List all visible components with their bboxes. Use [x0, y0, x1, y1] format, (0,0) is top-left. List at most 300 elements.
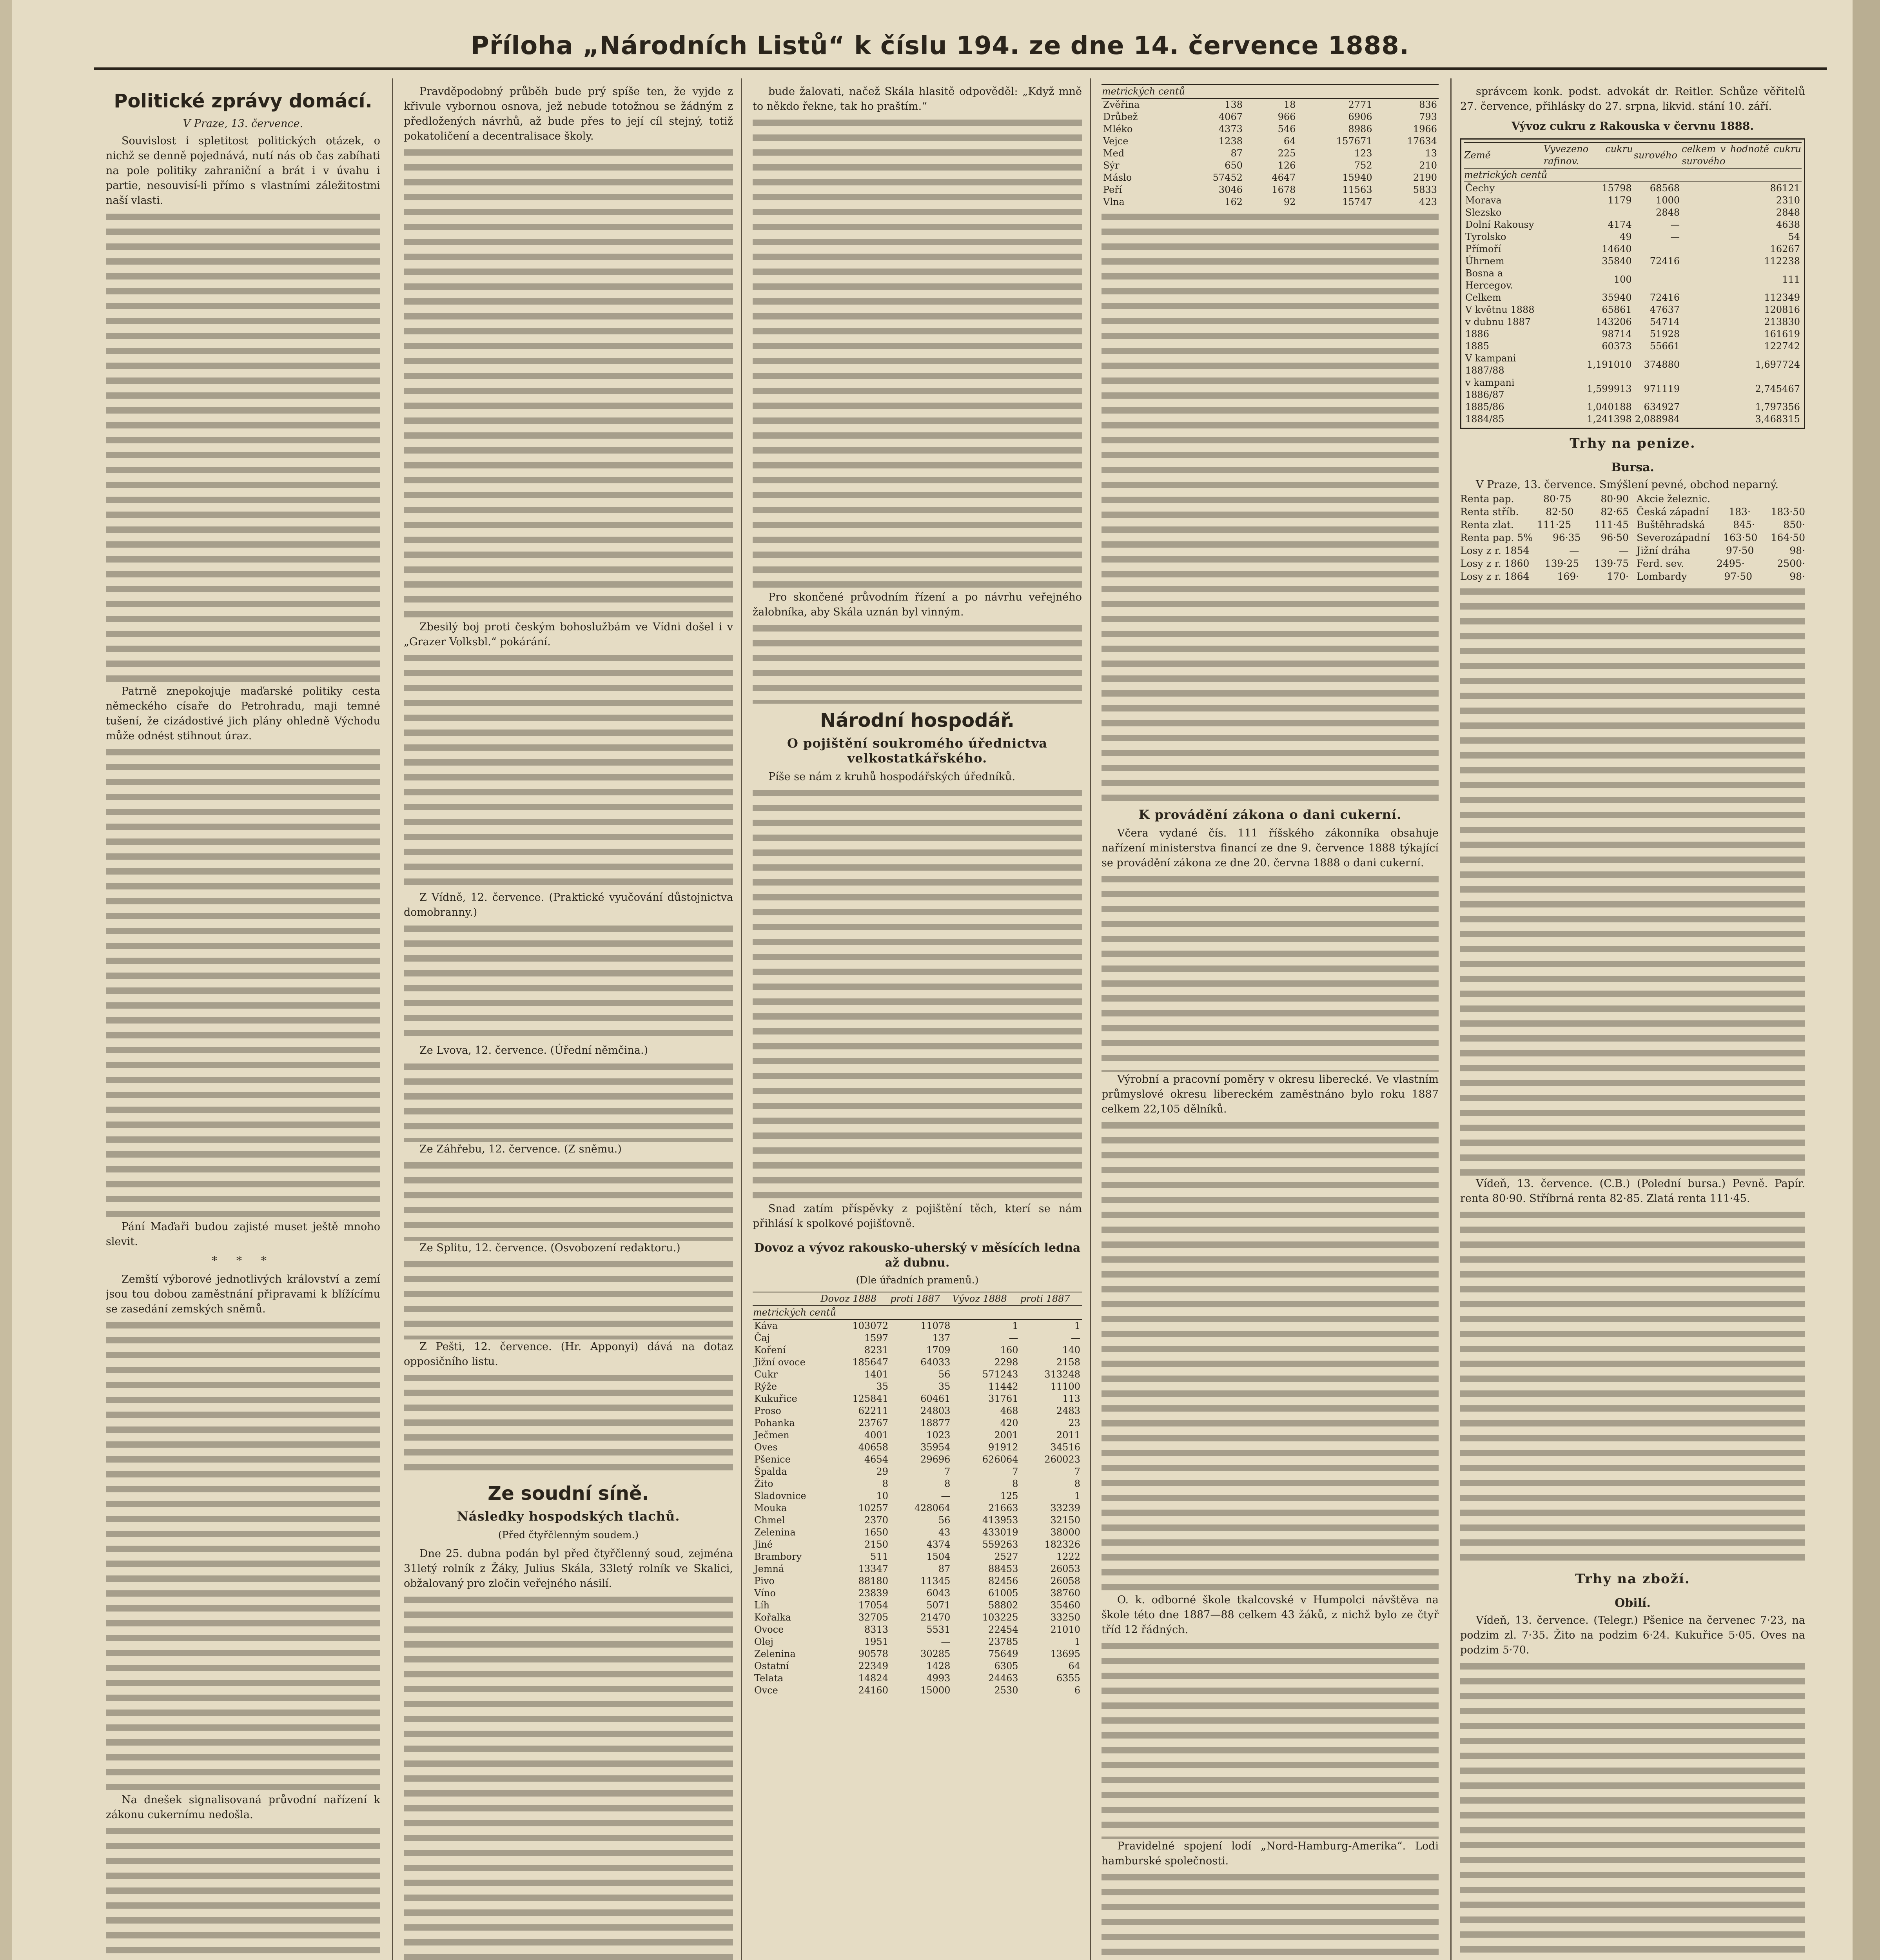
article-heading: O pojištění soukromého úřednictva velkostatkářského.	[787, 736, 1048, 766]
table-row	[1102, 147, 1439, 160]
rate-label: Losy z r. 1864	[1460, 571, 1530, 582]
table-cell: 8	[1012, 1478, 1018, 1489]
section-heading: Politické zprávy domácí.	[114, 90, 372, 112]
row-label: Peří	[1103, 184, 1122, 195]
table-cell: 2530	[994, 1685, 1018, 1696]
row-label: Pivo	[754, 1575, 775, 1586]
table-cell: 15940	[1342, 172, 1372, 183]
table-row	[1464, 182, 1802, 194]
table-cell: 38760	[1050, 1588, 1080, 1599]
row-label: Přímoří	[1465, 243, 1501, 254]
rate-value: 139·25	[1544, 558, 1579, 569]
column-rule	[1450, 78, 1452, 1960]
table-row	[1102, 160, 1439, 172]
article-paragraph: Výrobní a pracovní poměry v okresu liberecké. Ve vlastním průmyslové okresu libereckém zaměstnáno bylo roku 1887 celkem 22,105 dělníků.	[1102, 1073, 1439, 1115]
table-cell: 2,745467	[1755, 383, 1800, 394]
table-cell: 54714	[1650, 316, 1680, 327]
table-cell: 428064	[914, 1503, 951, 1514]
table-cell: 6355	[1056, 1673, 1080, 1684]
table-cell: 65861	[1602, 304, 1632, 315]
section-heading: Národní hospodář.	[820, 710, 1014, 731]
column-header: proti 1887	[1020, 1292, 1082, 1306]
table-cell: 8	[882, 1478, 888, 1489]
table-row	[753, 1490, 1082, 1502]
table-cell: 2370	[864, 1515, 888, 1526]
rate-value: 850·	[1783, 519, 1805, 530]
column-header: proti 1887	[890, 1292, 952, 1306]
table-cell: 8313	[864, 1624, 888, 1635]
article-paragraph: Souvislost i spletitost politických otázek, o nichž se denně pojednává, nutí nás ob čas zabíhati na pole politiky zahraniční a brát i v úvahu i partie, nesouvisí-li přímo s vlastními záležitostmi naší vlasti.	[106, 135, 380, 207]
rate-label: Renta pap.	[1460, 493, 1514, 505]
table-cell: 112349	[1764, 292, 1800, 303]
text-block	[1102, 1122, 1439, 1593]
rate-value: 183·50	[1771, 506, 1805, 517]
table-cell: 971119	[1644, 383, 1680, 394]
text-block	[1102, 876, 1439, 1072]
text-block	[106, 749, 380, 1220]
table-cell: 4638	[1776, 219, 1800, 230]
table-cell: 138	[1225, 99, 1243, 110]
table-row	[753, 1551, 1082, 1563]
row-label: Slezsko	[1465, 207, 1502, 218]
table-cell: 15747	[1342, 196, 1372, 207]
article-paragraph: bude žalovati, načež Skála hlasitě odpověděl: „Když mně to někdo řekne, tak ho praštím.“	[753, 85, 1082, 113]
row-label: Bosna a Hercegov.	[1465, 268, 1513, 291]
table-row	[753, 1672, 1082, 1684]
row-label: Ovoce	[754, 1624, 784, 1635]
rate-label: Losy z r. 1860	[1460, 558, 1530, 569]
table-cell: 30285	[920, 1648, 951, 1659]
table-cell: 57452	[1212, 172, 1243, 183]
article-paragraph: Ze Lvova, 12. července. (Úřední němčina.)	[419, 1044, 648, 1056]
table-row	[753, 1636, 1082, 1648]
table-cell: 22349	[858, 1661, 888, 1671]
table-title: Vývoz cukru z Rakouska v červnu 1888.	[1511, 120, 1754, 132]
table-cell: 91912	[988, 1442, 1018, 1453]
table-row	[753, 1332, 1082, 1344]
table-cell: 6906	[1348, 111, 1372, 122]
table-row	[753, 1478, 1082, 1490]
text-block	[404, 926, 733, 1043]
table-row	[1102, 111, 1439, 123]
table-cell: 120816	[1764, 304, 1800, 315]
table-cell: 1	[1012, 1320, 1018, 1331]
table-cell: 793	[1419, 111, 1437, 122]
row-label: Jižní ovoce	[754, 1357, 806, 1368]
column-header: Země	[1464, 142, 1543, 168]
table-row	[753, 1660, 1082, 1672]
column-rule	[741, 78, 742, 1960]
column-header: Vývoz 1888	[952, 1292, 1020, 1306]
table-cell: 29	[876, 1466, 888, 1477]
table-cell: 5531	[926, 1624, 951, 1635]
table-cell: 32705	[858, 1612, 888, 1623]
rate-value: 2495·	[1717, 558, 1745, 569]
sugar-export-table-box	[1460, 138, 1805, 429]
article-paragraph: V Praze, 13. července. Smýšlení pevné, obchod neparný.	[1476, 479, 1778, 491]
row-label: Kukuřice	[754, 1393, 797, 1404]
table-cell: 2,088984	[1635, 414, 1680, 425]
table-cell: 23767	[858, 1417, 888, 1428]
table-cell: 56	[938, 1369, 951, 1380]
table-cell: 112238	[1764, 256, 1800, 267]
table-cell: 64033	[920, 1357, 951, 1368]
text-block	[106, 214, 380, 684]
table-unit: metrických centů	[753, 1306, 1082, 1319]
rate-value: 139·75	[1594, 558, 1629, 569]
table-cell: 72416	[1650, 292, 1680, 303]
table-row	[1102, 172, 1439, 184]
table-cell: 1428	[926, 1661, 951, 1671]
row-label: Sýr	[1103, 160, 1120, 171]
rate-label: Česká západní	[1637, 506, 1709, 517]
table-row	[753, 1624, 1082, 1636]
table-cell: 225	[1278, 148, 1296, 159]
row-label: Ječmen	[754, 1430, 789, 1441]
article-paragraph: Dne 25. dubna podán byl před čtyřčlenný soud, zejména 31letý rolník z Žáky, Julius Skála, 33letý rolník ve Skalici, obžalovaný pro zločin veřejného násilí.	[404, 1548, 733, 1590]
table-unit: metrických centů	[1102, 85, 1439, 98]
table-cell: 2158	[1056, 1357, 1080, 1368]
table-row	[1464, 267, 1802, 292]
column-rule	[1090, 78, 1091, 1960]
table-cell: 11345	[920, 1575, 951, 1586]
rate-value: 96·50	[1601, 532, 1629, 543]
table-cell: 1504	[926, 1551, 951, 1562]
row-label: Úhrnem	[1465, 256, 1504, 267]
table-cell: 23785	[988, 1636, 1018, 1647]
table-cell: —	[1009, 1332, 1018, 1343]
section-subheading: Bursa.	[1611, 461, 1654, 474]
rate-row	[1460, 518, 1629, 531]
text-block	[404, 1063, 733, 1142]
row-label: Káva	[754, 1320, 778, 1331]
table-cell: 122742	[1764, 341, 1800, 352]
row-label: v dubnu 1887	[1465, 316, 1531, 327]
table-cell: 6043	[926, 1588, 951, 1599]
column-rule	[392, 78, 393, 1960]
table-cell: 157671	[1336, 136, 1372, 147]
article-paragraph: O. k. odborné škole tkalcovské v Humpolci návštěva na škole této dne 1887—88 celkem 43 žáků, z nichž bylo ze čtyř tříd 12 řádných.	[1102, 1594, 1439, 1636]
column-4	[1102, 84, 1439, 1960]
table-row	[753, 1599, 1082, 1612]
row-label: Ostatní	[754, 1661, 789, 1671]
article-paragraph: Včera vydané čís. 111 říšského zákonníka obsahuje nařízení ministerstva financí ze dne 9. července 1888 týkající se provádění zákona ze dne 20. června 1888 o dani cukerní.	[1102, 827, 1439, 869]
table-cell: 433019	[982, 1527, 1018, 1538]
table-cell: 1,241398	[1587, 414, 1632, 425]
table-cell: 11563	[1342, 184, 1372, 195]
table-cell: 1238	[1218, 136, 1243, 147]
rate-value: 183·	[1729, 506, 1751, 517]
table-row	[753, 1684, 1082, 1697]
rate-row	[1460, 505, 1629, 518]
table-cell: 68568	[1650, 183, 1680, 194]
row-label: Jemná	[754, 1563, 784, 1574]
table-cell: 634927	[1644, 401, 1680, 412]
table-row	[1464, 401, 1802, 413]
table-cell: 4001	[864, 1430, 888, 1441]
row-label: Kořalka	[754, 1612, 791, 1623]
table-cell: 17054	[858, 1600, 888, 1611]
table-unit: metrických centů	[1464, 168, 1802, 182]
column-1	[106, 84, 380, 1960]
table-cell	[1633, 243, 1682, 255]
table-cell: 260023	[1044, 1454, 1080, 1465]
text-block	[404, 655, 733, 890]
row-label: Mouka	[754, 1503, 787, 1514]
table-row	[753, 1368, 1082, 1381]
table-cell: 8	[1074, 1478, 1080, 1489]
table-row	[753, 1612, 1082, 1624]
table-cell: 8231	[864, 1345, 888, 1356]
row-label: 1885/86	[1465, 401, 1504, 412]
table-cell: 23	[1068, 1417, 1080, 1428]
rate-label: Ferd. sev.	[1637, 558, 1684, 569]
table-cell: 16267	[1770, 243, 1800, 254]
table-cell: 10257	[858, 1503, 888, 1514]
table-cell: 137	[932, 1332, 951, 1343]
rate-value: 97·50	[1724, 571, 1753, 582]
column-header	[753, 1292, 820, 1306]
row-label: Líh	[754, 1600, 770, 1611]
table-cell: 1,191010	[1587, 359, 1632, 370]
table-cell: 140	[1062, 1345, 1080, 1356]
table-cell: 11078	[920, 1320, 951, 1331]
table-row	[1464, 255, 1802, 267]
article-paragraph: Zbesilý boj proti českým bohoslužbám ve Vídni došel i v „Grazer Volksbl.“ pokárání.	[404, 621, 733, 648]
table-row	[753, 1575, 1082, 1587]
row-label: Chmel	[754, 1515, 785, 1526]
article-paragraph: Na dnešek signalisovaná průvodní nařízení k zákonu cukernímu nedošla.	[106, 1794, 380, 1821]
table-cell: 98714	[1602, 328, 1632, 339]
table-row	[753, 1648, 1082, 1660]
table-cell: 10	[876, 1490, 888, 1501]
table-cell: 21663	[988, 1503, 1018, 1514]
article-heading: K provádění zákona o dani cukerní.	[1138, 807, 1402, 822]
table-cell: 4993	[926, 1673, 951, 1684]
row-label: Zelenina	[754, 1648, 796, 1659]
rate-value: 111·25	[1537, 519, 1572, 530]
table-cell: 2483	[1056, 1405, 1080, 1416]
table-row	[1102, 135, 1439, 147]
table-cell: 162	[1225, 196, 1243, 207]
rate-value: 98·	[1789, 571, 1805, 582]
table-cell: 6	[1074, 1685, 1080, 1696]
column-header: celkem v hodnotě cukru surového	[1681, 142, 1802, 168]
article-paragraph: Pro skončené průvodním řízení a po návrhu veřejného žalobníka, aby Skála uznán byl vinným.	[753, 591, 1082, 618]
table-cell: 7	[1012, 1466, 1018, 1477]
article-paragraph: Z Pešti, 12. července. (Hr. Apponyi) dává na dotaz opposičního listu.	[404, 1341, 733, 1368]
section-separator: * * *	[212, 1254, 274, 1267]
table-row	[1464, 352, 1802, 377]
table-row	[1464, 316, 1802, 328]
row-label: Žito	[754, 1478, 773, 1489]
rate-label: Buštěhradská	[1637, 519, 1705, 530]
table-cell: 64	[1283, 136, 1296, 147]
table-cell: 58802	[988, 1600, 1018, 1611]
row-label: Mléko	[1103, 123, 1133, 134]
table-cell: 21010	[1050, 1624, 1080, 1635]
section-heading: Trhy na zboží.	[1575, 1571, 1690, 1587]
row-label: Jiné	[754, 1539, 773, 1550]
rate-value: 170·	[1607, 571, 1629, 582]
table-cell: 3,468315	[1755, 414, 1800, 425]
text-block	[404, 1597, 733, 1960]
table-cell: 2771	[1348, 99, 1372, 110]
row-label: Zelenina	[754, 1527, 796, 1538]
table-cell: 82456	[988, 1575, 1018, 1586]
table-cell: 752	[1354, 160, 1372, 171]
table-cell: 2527	[994, 1551, 1018, 1562]
table-cell: 49	[1620, 231, 1632, 242]
table-cell: 3046	[1218, 184, 1243, 195]
table-cell: 5833	[1413, 184, 1437, 195]
row-label: Ovce	[754, 1685, 778, 1696]
table-row	[753, 1429, 1082, 1441]
text-block	[753, 790, 1082, 1201]
table-row	[753, 1539, 1082, 1551]
article-paragraph: Zemští výborové jednotlivých království a zemí jsou tou dobou zaměstnání připravami k blížícímu se zasedání zemských sněmů.	[106, 1273, 380, 1315]
text-block	[1102, 1643, 1439, 1839]
row-label: Drůbež	[1103, 111, 1138, 122]
table-cell: 4174	[1608, 219, 1632, 230]
table-cell: 54	[1788, 231, 1800, 242]
row-label: Vlna	[1103, 196, 1125, 207]
row-label: Sladovnice	[754, 1490, 806, 1501]
row-label: Celkem	[1465, 292, 1501, 303]
table-cell: 2011	[1056, 1430, 1080, 1441]
rate-row	[1460, 544, 1629, 557]
table-cell: 88180	[858, 1575, 888, 1586]
table-row	[1464, 413, 1802, 425]
table-row	[1464, 328, 1802, 340]
table-cell: 125841	[852, 1393, 888, 1404]
rate-value: 98·	[1789, 545, 1805, 556]
table-cell: 626064	[982, 1454, 1018, 1465]
rate-value: 845·	[1733, 519, 1755, 530]
rate-label: Renta stříb.	[1460, 506, 1519, 517]
table-cell: 7	[944, 1466, 951, 1477]
table-row	[1464, 194, 1802, 207]
import-export-table-continued	[1102, 84, 1439, 208]
rate-label: Lombardy	[1637, 571, 1687, 582]
text-block	[1460, 1663, 1805, 1960]
table-row	[753, 1502, 1082, 1514]
table-cell: 213830	[1764, 316, 1800, 327]
table-cell: 35954	[920, 1442, 951, 1453]
table-cell: 4373	[1218, 123, 1243, 134]
table-row	[753, 1344, 1082, 1356]
table-row	[1464, 243, 1802, 255]
table-cell: 210	[1419, 160, 1437, 171]
table-header-row	[1464, 142, 1802, 168]
table-row	[753, 1356, 1082, 1368]
row-label: Rýže	[754, 1381, 777, 1392]
table-row	[753, 1587, 1082, 1599]
table-cell: 1	[1074, 1490, 1080, 1501]
column-2	[404, 84, 733, 1960]
row-label: 1885	[1465, 341, 1490, 352]
table-cell: 35840	[1602, 256, 1632, 267]
column-5	[1460, 84, 1805, 1960]
row-label: Víno	[754, 1588, 776, 1599]
table-cell: 1179	[1608, 195, 1632, 206]
table-cell: 11100	[1050, 1381, 1080, 1392]
row-label: Telata	[754, 1673, 784, 1684]
rate-value: 80·75	[1543, 493, 1572, 505]
table-cell: 33239	[1050, 1503, 1080, 1514]
table-cell: 103225	[982, 1612, 1018, 1623]
table-cell: 34516	[1050, 1442, 1080, 1453]
row-label: Vejce	[1103, 136, 1129, 147]
table-row	[1102, 196, 1439, 208]
table-cell: 64	[1068, 1661, 1080, 1671]
text-block	[106, 1322, 380, 1793]
table-cell: 31761	[988, 1393, 1018, 1404]
page-edge-right	[1853, 0, 1880, 1960]
table-cell: 4647	[1272, 172, 1296, 183]
table-row	[753, 1563, 1082, 1575]
rates-left	[1460, 492, 1629, 583]
row-label: Med	[1103, 148, 1125, 159]
table-cell: 75649	[988, 1648, 1018, 1659]
table-block	[1102, 214, 1439, 802]
sugar-export-table	[1464, 142, 1802, 425]
table-cell: 4374	[926, 1539, 951, 1550]
table-row	[753, 1466, 1082, 1478]
table-cell: —	[1071, 1332, 1080, 1343]
table-row	[753, 1441, 1082, 1454]
text-block	[1102, 1874, 1439, 1960]
article-paragraph: Snad zatím příspěvky z pojištění těch, kterí se nám přihlásí k spolkové pojišťovně.	[753, 1203, 1082, 1230]
rate-row	[1460, 531, 1629, 544]
row-label: v kampani 1886/87	[1465, 377, 1515, 400]
row-label: Tyrolsko	[1465, 231, 1506, 242]
rate-row	[1637, 544, 1805, 557]
table-row	[1464, 207, 1802, 219]
row-label: Zvěřina	[1103, 99, 1140, 110]
table-cell: 13695	[1050, 1648, 1080, 1659]
rate-value: —	[1619, 545, 1629, 556]
table-cell: —	[1670, 219, 1680, 230]
text-block	[404, 149, 733, 620]
article-heading: Následky hospodských tlachů.	[457, 1509, 680, 1524]
rate-row	[1637, 557, 1805, 570]
table-cell: 423	[1419, 196, 1437, 207]
table-cell: 60461	[920, 1393, 951, 1404]
table-cell: 126	[1278, 160, 1296, 171]
table-cell: 1401	[864, 1369, 888, 1380]
table-cell: 47637	[1650, 304, 1680, 315]
table-cell: 559263	[982, 1539, 1018, 1550]
table-row	[1464, 340, 1802, 352]
rate-value: 169·	[1557, 571, 1579, 582]
table-cell: 5071	[926, 1600, 951, 1611]
table-cell: 87	[1230, 148, 1243, 159]
table-cell: 33250	[1050, 1612, 1080, 1623]
text-block	[404, 1375, 733, 1477]
table-row	[753, 1417, 1082, 1429]
rate-value: —	[1569, 545, 1579, 556]
table-cell: 2001	[994, 1430, 1018, 1441]
row-label: Dolní Rakousy	[1465, 219, 1534, 230]
row-label: Olej	[754, 1636, 773, 1647]
rate-value: 97·50	[1726, 545, 1754, 556]
rate-value: 111·45	[1594, 519, 1629, 530]
table-cell: 836	[1419, 99, 1437, 110]
table-cell: 29696	[920, 1454, 951, 1465]
table-cell: 111	[1782, 274, 1800, 285]
table-cell: 1,697724	[1755, 359, 1800, 370]
